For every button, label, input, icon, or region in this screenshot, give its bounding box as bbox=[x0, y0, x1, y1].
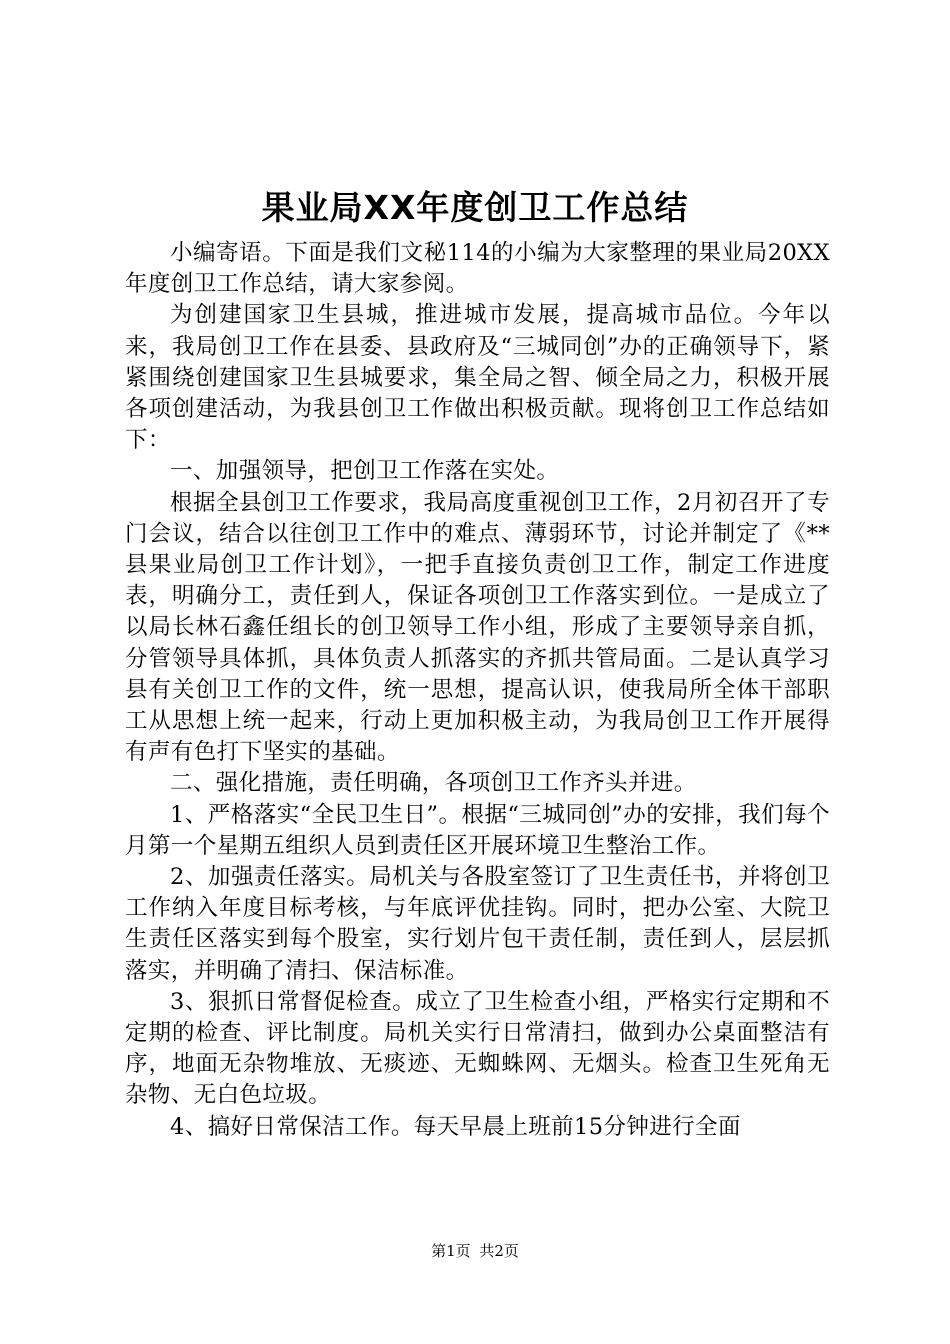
paragraph-intro: 小编寄语。下面是我们文秘114的小编为大家整理的果业局20XX年度创卫工作总结，请大家参阅。 bbox=[125, 240, 830, 298]
section-heading-2: 二、强化措施，责任明确，各项创卫工作齐头并进。 bbox=[170, 770, 697, 797]
paragraph-item-4: 4、搞好日常保洁工作。每天早晨上班前15分钟进行全面 bbox=[170, 1113, 741, 1140]
document-body bbox=[125, 238, 830, 1143]
page-total: 共2页 bbox=[479, 1242, 519, 1260]
section-heading-1: 一、加强领导，把创卫工作落在实处。 bbox=[170, 458, 560, 485]
paragraph-section-1: 根据全县创卫工作要求，我局高度重视创卫工作，2月初召开了专门会议，结合以往创卫工作中的难点、薄弱环节，讨论并制定了《**县果业局创卫工作计划》，一把手直接负责创卫工作，制定工作进度表，明确分工，责任到人，保证各项创卫工作落实到位。一是成立了以局长林石鑫任组长的创卫领导工作小组，形成了主要领导亲自抓，分管领导具体抓，具体负责人抓落实的齐抓共管局面。二是认真学习县有关创卫工作的文件，统一思想，提高认识，使我局所全体干部职工从思想上统一起来，行动上更加积极主动，为我局创卫工作开展得有声有色打下坚实的基础。 bbox=[125, 489, 830, 766]
paragraph-item-2: 2、加强责任落实。局机关与各股室签订了卫生责任书，并将创卫工作纳入年度目标考核，与年底评优挂钩。同时，把办公室、大院卫生责任区落实到每个股室，实行划片包干责任制，责任到人，层层抓落实，并明确了清扫、保洁标准。 bbox=[125, 864, 830, 984]
page-footer bbox=[0, 1241, 950, 1261]
paragraph-item-3: 3、狠抓日常督促检查。成立了卫生检查小组，严格实行定期和不定期的检查、评比制度。局机关实行日常清扫，做到办公桌面整洁有序，地面无杂物堆放、无痰迹、无蜘蛛网、无烟头。检查卫生死角无杂物、无白色垃圾。 bbox=[125, 988, 830, 1109]
document-title: 果业局XX年度创卫工作总结 bbox=[261, 188, 689, 227]
page-number: 第1页 bbox=[431, 1242, 471, 1260]
paragraph-overview: 为创建国家卫生县城，推进城市发展，提高城市品位。今年以来，我局创卫工作在县委、县政府及“三城同创”办的正确领导下，紧紧围绕创建国家卫生县城要求，集全局之智、倾全局之力，积极开展各项创建活动，为我县创卫工作做出积极贡献。现将创卫工作总结如下： bbox=[125, 302, 830, 454]
paragraph-item-1: 1、严格落实“全民卫生日”。根据“三城同创”办的安排，我们每个月第一个星期五组织人员到责任区开展环境卫生整治工作。 bbox=[125, 801, 830, 859]
